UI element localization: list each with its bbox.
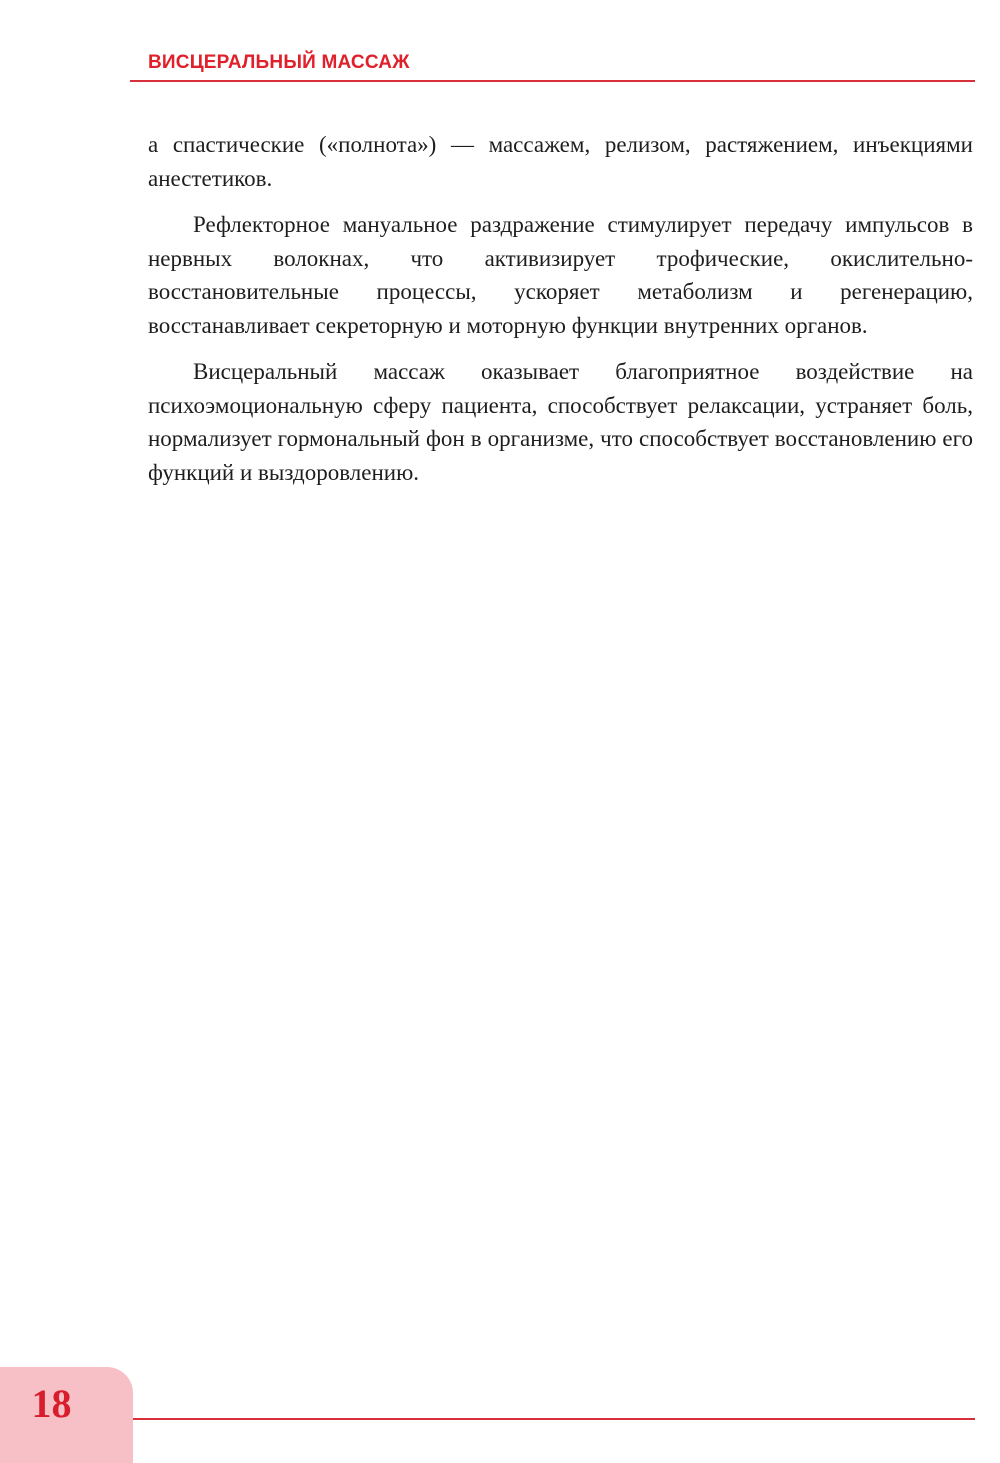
paragraph-reflex-irritation: Рефлекторное мануальное раздражение стимулирует передачу импульсов в нервных волокнах, что активизирует трофические, окислительно-восстановительные процессы, ускоряет метаболизм и регенерацию, восстанавливает секреторную и моторную функции внутренних органов. — [148, 212, 973, 338]
running-header-title: ВИСЦЕРАЛЬНЫЙ МАССАЖ — [148, 52, 410, 73]
footer-rule — [133, 1418, 975, 1420]
page-number: 18 — [31, 1381, 72, 1426]
paragraph-visceral-massage-effects: Висцеральный массаж оказывает благоприятное воздействие на психоэмоциональную сферу пациента, способствует релаксации, устраняет боль, нормализует гормональный фон в организме, что способствует восстановлению его функций и выздоровлению. — [148, 359, 973, 485]
paragraph-continuation: а спастические («полнота») — массажем, релизом, растяжением, инъекциями анестетиков. — [148, 132, 973, 191]
body-text — [148, 128, 973, 502]
header-rule — [130, 80, 975, 82]
